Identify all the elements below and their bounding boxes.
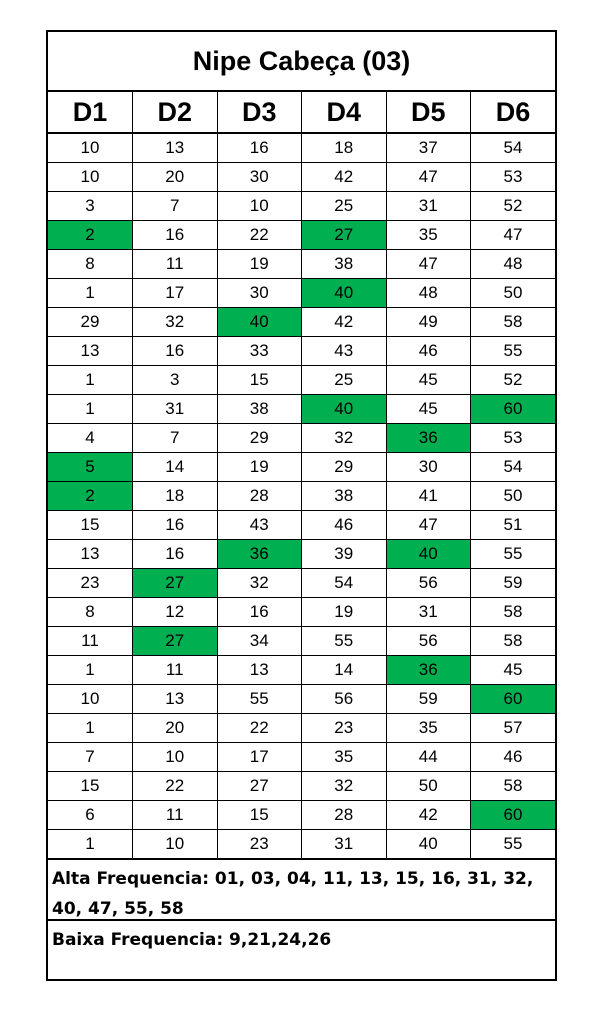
table-cell: 40 (217, 308, 302, 337)
table-cell: 42 (302, 163, 387, 192)
table-cell: 19 (217, 453, 302, 482)
table-cell: 13 (48, 540, 133, 569)
table-row (48, 743, 555, 772)
table-cell: 32 (302, 772, 387, 801)
table-cell: 52 (471, 366, 556, 395)
table-cell: 27 (133, 569, 218, 598)
table-cell: 10 (133, 830, 218, 860)
table-cell: 55 (302, 627, 387, 656)
column-header-d6: D6 (471, 92, 556, 133)
table-cell: 49 (386, 308, 471, 337)
table-cell: 15 (48, 772, 133, 801)
table-cell: 58 (471, 308, 556, 337)
table-cell: 40 (302, 395, 387, 424)
table-cell: 16 (217, 133, 302, 163)
table-cell: 28 (217, 482, 302, 511)
table-row (48, 772, 555, 801)
table-cell: 1 (48, 830, 133, 860)
table-cell: 11 (133, 250, 218, 279)
table-cell: 22 (133, 772, 218, 801)
table-row (48, 598, 555, 627)
table-cell: 29 (217, 424, 302, 453)
table-cell: 15 (217, 801, 302, 830)
table-cell: 2 (48, 482, 133, 511)
table-cell: 36 (386, 424, 471, 453)
table-cell: 1 (48, 366, 133, 395)
table-row (48, 395, 555, 424)
table-cell: 59 (386, 685, 471, 714)
table-cell: 22 (217, 221, 302, 250)
table-row (48, 424, 555, 453)
table-cell: 46 (386, 337, 471, 366)
table-cell: 27 (133, 627, 218, 656)
table-cell: 46 (471, 743, 556, 772)
table-cell: 50 (386, 772, 471, 801)
table-cell: 31 (302, 830, 387, 860)
table-row (48, 801, 555, 830)
table-cell: 47 (386, 250, 471, 279)
table-cell: 47 (471, 221, 556, 250)
table-cell: 7 (133, 192, 218, 221)
table-cell: 13 (217, 656, 302, 685)
table-cell: 56 (386, 569, 471, 598)
table-cell: 18 (133, 482, 218, 511)
table-cell: 29 (302, 453, 387, 482)
table-cell: 59 (471, 569, 556, 598)
column-header-d2: D2 (133, 92, 218, 133)
table-row (48, 366, 555, 395)
table-cell: 40 (386, 540, 471, 569)
table-cell: 55 (217, 685, 302, 714)
table-row (48, 163, 555, 192)
table-cell: 31 (386, 192, 471, 221)
table-row (48, 685, 555, 714)
table-cell: 52 (471, 192, 556, 221)
table-cell: 33 (217, 337, 302, 366)
table-cell: 23 (217, 830, 302, 860)
table-cell: 25 (302, 192, 387, 221)
lottery-sheet (46, 30, 557, 981)
table-cell: 47 (386, 511, 471, 540)
table-row (48, 482, 555, 511)
table-row (48, 830, 555, 860)
table-cell: 29 (48, 308, 133, 337)
table-cell: 43 (302, 337, 387, 366)
table-cell: 41 (386, 482, 471, 511)
low-frequency-note: Baixa Frequencia: 9,21,24,26 (52, 930, 332, 950)
table-cell: 43 (217, 511, 302, 540)
table-cell: 55 (471, 830, 556, 860)
table-cell: 10 (48, 163, 133, 192)
table-row (48, 714, 555, 743)
table-cell: 16 (133, 337, 218, 366)
table-cell: 7 (133, 424, 218, 453)
header-row (48, 92, 555, 133)
table-cell: 55 (471, 540, 556, 569)
table-cell: 58 (471, 627, 556, 656)
table-cell: 40 (386, 830, 471, 860)
numbers-table (48, 92, 555, 860)
table-cell: 60 (471, 395, 556, 424)
table-cell: 28 (302, 801, 387, 830)
table-cell: 6 (48, 801, 133, 830)
table-cell: 23 (48, 569, 133, 598)
table-cell: 20 (133, 163, 218, 192)
column-header-d1: D1 (48, 92, 133, 133)
table-cell: 54 (471, 453, 556, 482)
table-row (48, 133, 555, 163)
table-cell: 30 (386, 453, 471, 482)
table-cell: 18 (302, 133, 387, 163)
table-cell: 54 (471, 133, 556, 163)
table-cell: 3 (48, 192, 133, 221)
table-cell: 32 (133, 308, 218, 337)
table-cell: 27 (217, 772, 302, 801)
table-cell: 55 (471, 337, 556, 366)
table-cell: 10 (48, 133, 133, 163)
table-row (48, 250, 555, 279)
table-cell: 47 (386, 163, 471, 192)
table-cell: 39 (302, 540, 387, 569)
table-cell: 45 (386, 366, 471, 395)
table-cell: 14 (133, 453, 218, 482)
table-cell: 35 (302, 743, 387, 772)
column-header-d5: D5 (386, 92, 471, 133)
table-cell: 42 (302, 308, 387, 337)
table-cell: 3 (133, 366, 218, 395)
table-cell: 8 (48, 250, 133, 279)
table-cell: 53 (471, 163, 556, 192)
table-cell: 54 (302, 569, 387, 598)
table-cell: 38 (217, 395, 302, 424)
table-cell: 42 (386, 801, 471, 830)
table-cell: 37 (386, 133, 471, 163)
table-cell: 15 (217, 366, 302, 395)
table-row (48, 569, 555, 598)
table-cell: 32 (217, 569, 302, 598)
table-cell: 22 (217, 714, 302, 743)
table-cell: 25 (302, 366, 387, 395)
table-cell: 56 (386, 627, 471, 656)
table-cell: 19 (302, 598, 387, 627)
table-cell: 23 (302, 714, 387, 743)
table-cell: 1 (48, 279, 133, 308)
table-cell: 1 (48, 395, 133, 424)
table-row (48, 221, 555, 250)
table-cell: 32 (302, 424, 387, 453)
table-cell: 1 (48, 714, 133, 743)
table-cell: 48 (386, 279, 471, 308)
table-cell: 57 (471, 714, 556, 743)
table-cell: 16 (133, 511, 218, 540)
table-cell: 58 (471, 772, 556, 801)
table-cell: 7 (48, 743, 133, 772)
column-header-d4: D4 (302, 92, 387, 133)
table-cell: 17 (133, 279, 218, 308)
table-cell: 4 (48, 424, 133, 453)
table-cell: 35 (386, 714, 471, 743)
table-cell: 50 (471, 279, 556, 308)
table-body (48, 133, 555, 859)
table-cell: 58 (471, 598, 556, 627)
table-row (48, 511, 555, 540)
table-row (48, 656, 555, 685)
table-cell: 31 (386, 598, 471, 627)
table-cell: 14 (302, 656, 387, 685)
table-cell: 45 (471, 656, 556, 685)
table-cell: 60 (471, 685, 556, 714)
table-cell: 38 (302, 250, 387, 279)
table-cell: 50 (471, 482, 556, 511)
table-cell: 16 (133, 221, 218, 250)
table-cell: 35 (386, 221, 471, 250)
table-row (48, 627, 555, 656)
table-row (48, 308, 555, 337)
table-cell: 5 (48, 453, 133, 482)
table-cell: 45 (386, 395, 471, 424)
table-cell: 11 (48, 627, 133, 656)
table-cell: 36 (217, 540, 302, 569)
table-cell: 11 (133, 656, 218, 685)
table-cell: 16 (217, 598, 302, 627)
column-header-d3: D3 (217, 92, 302, 133)
table-cell: 53 (471, 424, 556, 453)
table-row (48, 540, 555, 569)
table-row (48, 192, 555, 221)
table-cell: 13 (48, 337, 133, 366)
table-cell: 30 (217, 279, 302, 308)
table-cell: 13 (133, 133, 218, 163)
table-cell: 10 (133, 743, 218, 772)
table-row (48, 337, 555, 366)
sheet-title: Nipe Cabeça (03) (48, 32, 555, 92)
table-cell: 11 (133, 801, 218, 830)
high-frequency-note: Alta Frequencia: 01, 03, 04, 11, 13, 15, 16, 31, 32, 40, 47, 55, 58 (48, 860, 555, 921)
table-row (48, 453, 555, 482)
table-cell: 2 (48, 221, 133, 250)
table-cell: 44 (386, 743, 471, 772)
table-cell: 19 (217, 250, 302, 279)
table-cell: 8 (48, 598, 133, 627)
table-cell: 38 (302, 482, 387, 511)
table-cell: 60 (471, 801, 556, 830)
table-cell: 27 (302, 221, 387, 250)
table-cell: 12 (133, 598, 218, 627)
table-cell: 15 (48, 511, 133, 540)
table-cell: 34 (217, 627, 302, 656)
table-cell: 36 (386, 656, 471, 685)
table-cell: 16 (133, 540, 218, 569)
table-cell: 17 (217, 743, 302, 772)
table-cell: 56 (302, 685, 387, 714)
table-cell: 20 (133, 714, 218, 743)
table-cell: 48 (471, 250, 556, 279)
table-cell: 13 (133, 685, 218, 714)
table-cell: 1 (48, 656, 133, 685)
table-cell: 30 (217, 163, 302, 192)
table-cell: 40 (302, 279, 387, 308)
table-cell: 10 (48, 685, 133, 714)
table-cell: 46 (302, 511, 387, 540)
table-row (48, 279, 555, 308)
table-cell: 10 (217, 192, 302, 221)
table-cell: 31 (133, 395, 218, 424)
table-cell: 51 (471, 511, 556, 540)
